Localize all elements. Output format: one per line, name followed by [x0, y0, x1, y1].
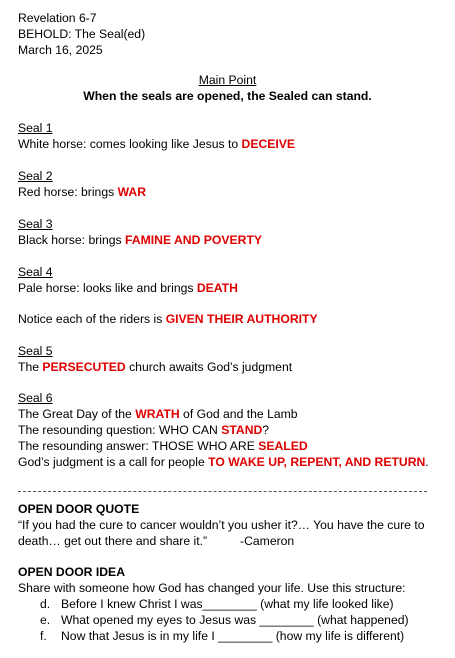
list-item-text: What opened my eyes to Jesus was ________ (what happened)	[61, 613, 409, 627]
seal-1-text: White horse: comes looking like Jesus to DECEIVE	[18, 137, 296, 151]
seal-4-text: Pale horse: looks like and brings DEATH	[18, 281, 238, 295]
seal-5-heading: Seal 5	[18, 344, 53, 358]
header-passage: Revelation 6-7	[18, 11, 97, 25]
seal-4	[18, 264, 238, 296]
header	[18, 10, 145, 58]
list-item-marker: d.	[40, 597, 51, 611]
seal-6	[18, 390, 429, 470]
seal-4-heading: Seal 4	[18, 265, 53, 279]
list-item	[40, 628, 404, 644]
seal-6-line-1: The Great Day of the WRATH of God and the Lamb	[18, 407, 298, 421]
open-door-quote-line-1: “If you had the cure to cancer wouldn’t you usher it?… You have the cure to	[18, 518, 425, 532]
header-title: BEHOLD: The Seal(ed)	[18, 27, 146, 41]
seal-5-text: The PERSECUTED church awaits God’s judgment	[18, 360, 293, 374]
seal-2-text: Red horse: brings WAR	[18, 185, 147, 199]
seal-3-text: Black horse: brings FAMINE AND POVERTY	[18, 233, 263, 247]
list-item-marker: e.	[40, 613, 51, 627]
seal-6-line-3: The resounding answer: THOSE WHO ARE SEALED	[18, 439, 308, 453]
seal-2	[18, 168, 146, 200]
dashed-divider	[18, 491, 427, 492]
notice-text: Notice each of the riders is GIVEN THEIR AUTHORITY	[18, 312, 318, 326]
list-item-marker: f.	[40, 629, 47, 643]
list-item	[40, 612, 409, 628]
list-item-text: Now that Jesus is in my life I ________ (how my life is different)	[61, 629, 405, 643]
main-point	[0, 72, 455, 104]
open-door-idea-heading: OPEN DOOR IDEA	[18, 565, 125, 579]
open-door-quote-line-2: death… get out there and share it.” -Cameron	[18, 534, 295, 548]
seal-3-heading: Seal 3	[18, 217, 53, 231]
seal-3	[18, 216, 262, 248]
open-door-quote	[18, 501, 425, 549]
seal-5	[18, 343, 292, 375]
open-door-idea	[18, 564, 406, 596]
seal-6-line-2: The resounding question: WHO CAN STAND?	[18, 423, 270, 437]
main-point-heading: Main Point	[198, 73, 257, 87]
header-date: March 16, 2025	[18, 43, 103, 57]
quote-attribution: -Cameron	[240, 534, 295, 548]
open-door-quote-heading: OPEN DOOR QUOTE	[18, 502, 140, 516]
seal-6-line-4: God’s judgment is a call for people TO WAKE UP, REPENT, AND RETURN.	[18, 455, 429, 469]
list-item	[40, 596, 394, 612]
seal-1	[18, 120, 295, 152]
seal-2-heading: Seal 2	[18, 169, 53, 183]
seal-1-heading: Seal 1	[18, 121, 53, 135]
open-door-idea-intro: Share with someone how God has changed your life. Use this structure:	[18, 581, 406, 595]
seal-6-heading: Seal 6	[18, 391, 53, 405]
main-point-statement: When the seals are opened, the Sealed can stand.	[83, 89, 372, 103]
notice	[18, 311, 318, 327]
list-item-text: Before I knew Christ I was________ (what my life looked like)	[61, 597, 394, 611]
